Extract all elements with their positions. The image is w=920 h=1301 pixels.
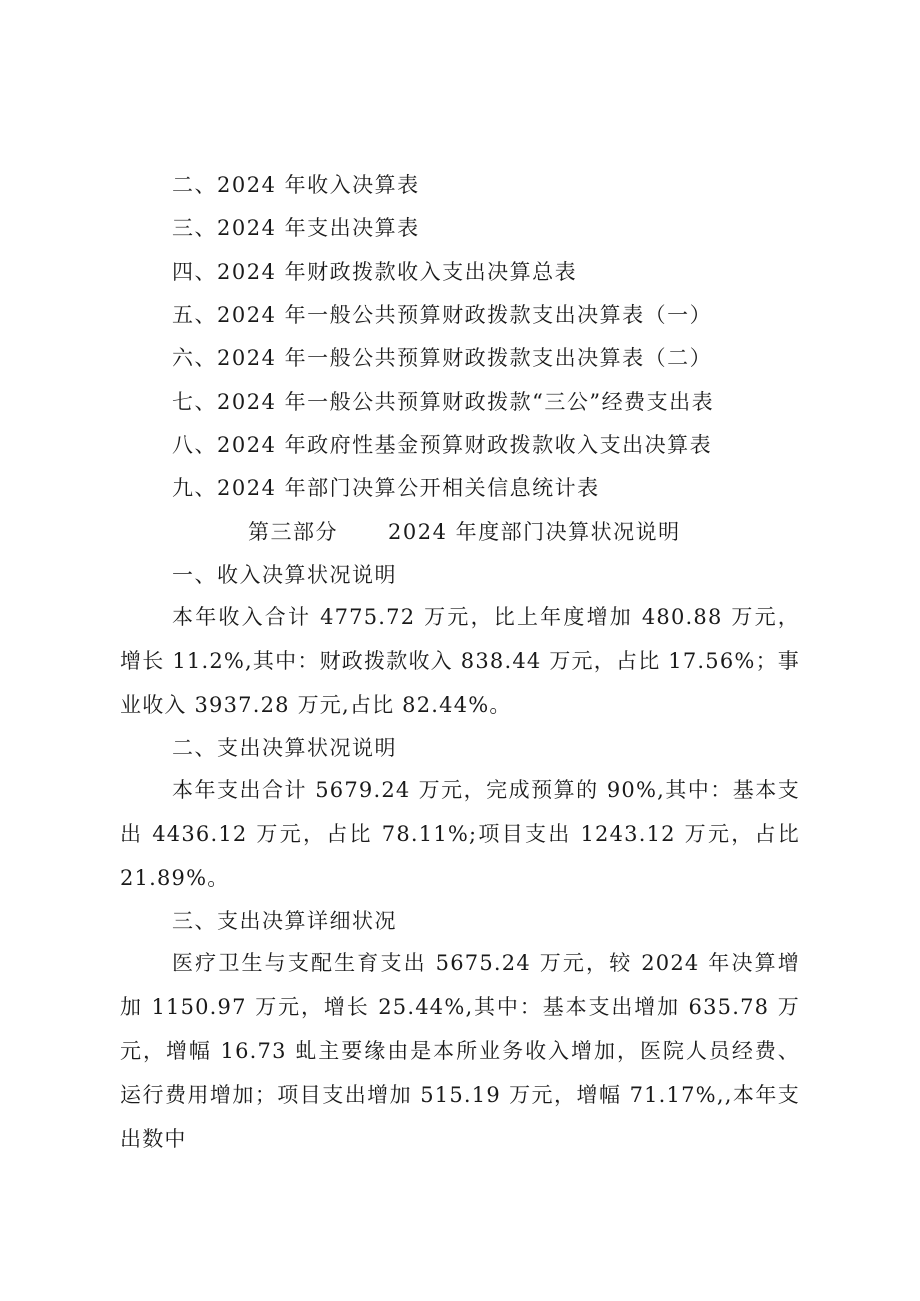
toc-item: 三、2024 年支出决算表 (172, 216, 420, 240)
toc-item: 八、2024 年政府性基金预算财政拨款收入支出决算表 (172, 433, 713, 457)
toc-item: 七、2024 年一般公共预算财政拨款“三公”经费支出表 (172, 390, 715, 414)
expense-paragraph: 本年支出合计 5679.24 万元，完成预算的 90%,其中：基本支出 4436.12 万元，占比 78.11%;项目支出 1243.12 万元，占比 21.89%。 (120, 778, 800, 890)
toc-item: 五、2024 年一般公共预算财政拨款支出决算表（一） (172, 303, 713, 327)
income-heading: 一、收入决算状况说明 (172, 563, 397, 587)
part-label: 第三部分 (248, 520, 338, 544)
income-paragraph: 本年收入合计 4775.72 万元，比上年度增加 480.88 万元，增长 11.2%,其中：财政拨款收入 838.44 万元，占比 17.56%；事业收入 3937.28 万元,占比 82.44%。 (120, 605, 800, 717)
detail-paragraph: 医疗卫生与支配生育支出 5675.24 万元，较 2024 年决算增加 1150.97 万元，增长 25.44%,其中：基本支出增加 635.78 万元，增幅 16.73 虬主要缘由是本所业务收入增加，医院人员经费、运行费用增加；项目支出增加 515.19 万元，增幅 71.17%,,本年支出数中 (120, 951, 800, 1151)
part-heading (248, 517, 681, 547)
toc-item: 九、2024 年部门决算公开相关信息统计表 (172, 476, 600, 500)
toc-item: 四、2024 年财政拨款收入支出决算总表 (172, 260, 578, 284)
part-title: 2024 年度部门决算状况说明 (388, 520, 681, 544)
toc-item: 二、2024 年收入决算表 (172, 173, 420, 197)
toc-item: 六、2024 年一般公共预算财政拨款支出决算表（二） (172, 346, 713, 370)
expense-heading: 二、支出决算状况说明 (172, 736, 397, 760)
detail-heading: 三、支出决算详细状况 (172, 909, 397, 933)
